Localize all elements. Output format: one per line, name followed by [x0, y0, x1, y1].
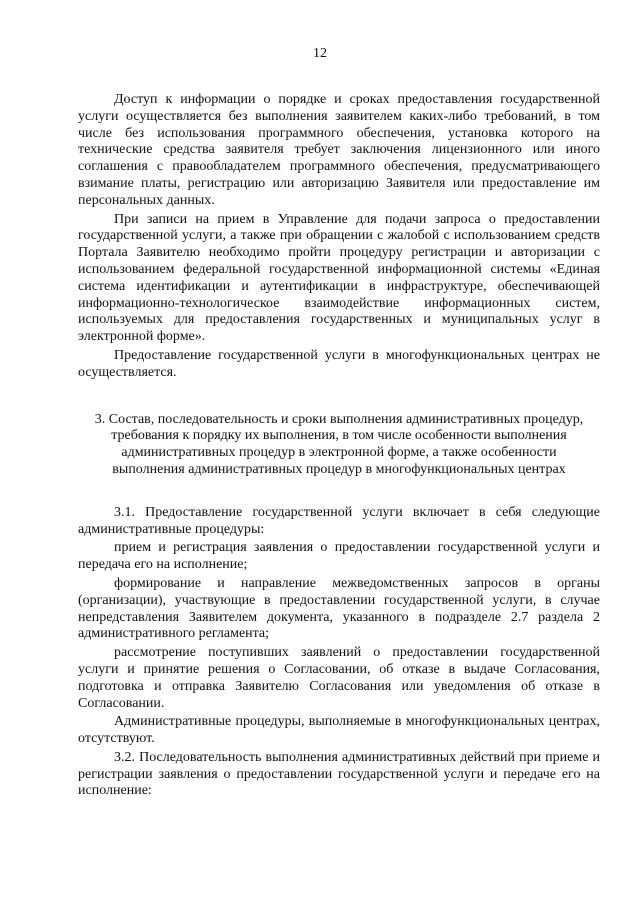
- list-item-reception: прием и регистрация заявления о предоставлении государственной услуги и передача его на исполнение;: [78, 540, 600, 573]
- paragraph-access-info: Доступ к информации о порядке и сроках предоставления государственной услуги осуществляется без выполнения заявителем каких-либо требований, в том числе без использования программного обеспечения, установка которого на технические средства заявителя требует заключения лицензионного или иного соглашения с правообладателем программного обеспечения, предусматривающего взимание платы, регистрацию или авторизацию Заявителя или предоставление им персональных данных.: [78, 92, 600, 208]
- list-item-review-decision: рассмотрение поступивших заявлений о предоставлении государственной услуги и принятие решения о Согласовании, об отказе в выдаче Согласования, подготовка и отправка Заявителю Согласования или уведомления об отказе в Согласовании.: [78, 645, 600, 711]
- paragraph-mfc-procedures: Административные процедуры, выполняемые в многофункциональных центрах, отсутствуют.: [78, 714, 600, 747]
- paragraph-3-1: 3.1. Предоставление государственной услуги включает в себя следующие административные процедуры:: [78, 504, 600, 537]
- paragraph-3-2: 3.2. Последовательность выполнения административных действий при приеме и регистрации заявления о предоставлении государственной услуги и передаче его на исполнение:: [78, 749, 600, 799]
- page-number: 12: [313, 46, 327, 61]
- paragraph-mfc-note: Предоставление государственной услуги в многофункциональных центрах не осуществляется.: [78, 347, 600, 380]
- paragraph-portal-registration: При записи на прием в Управление для подачи запроса о предоставлении государственной услуги, а также при обращении с жалобой с использованием средств Портала Заявителю необходимо пройти процедуру регистрации и авторизации с использованием федеральной государственной информационной системы «Единая система идентификации и аутентификации в инфраструктуре, обеспечивающей информационно-технологическое взаимодействие информационных систем, используемых для предоставления государственных и муниципальных услуг в электронной форме».: [78, 211, 600, 345]
- section-heading: 3. Состав, последовательность и сроки выполнения административных процедур, требования к порядку их выполнения, в том числе особенности выполнения административных процедур в электронной форме, а также особенности выполнения административных процедур в многофункциональных центрах: [94, 411, 584, 477]
- list-item-interagency-requests: формирование и направление межведомственных запросов в органы (организации), участвующие в предоставлении государственной услуги, в случае непредставления Заявителем документа, указанного в подразделе 2.7 раздела 2 административного регламента;: [78, 575, 600, 642]
- document-body: [78, 92, 600, 800]
